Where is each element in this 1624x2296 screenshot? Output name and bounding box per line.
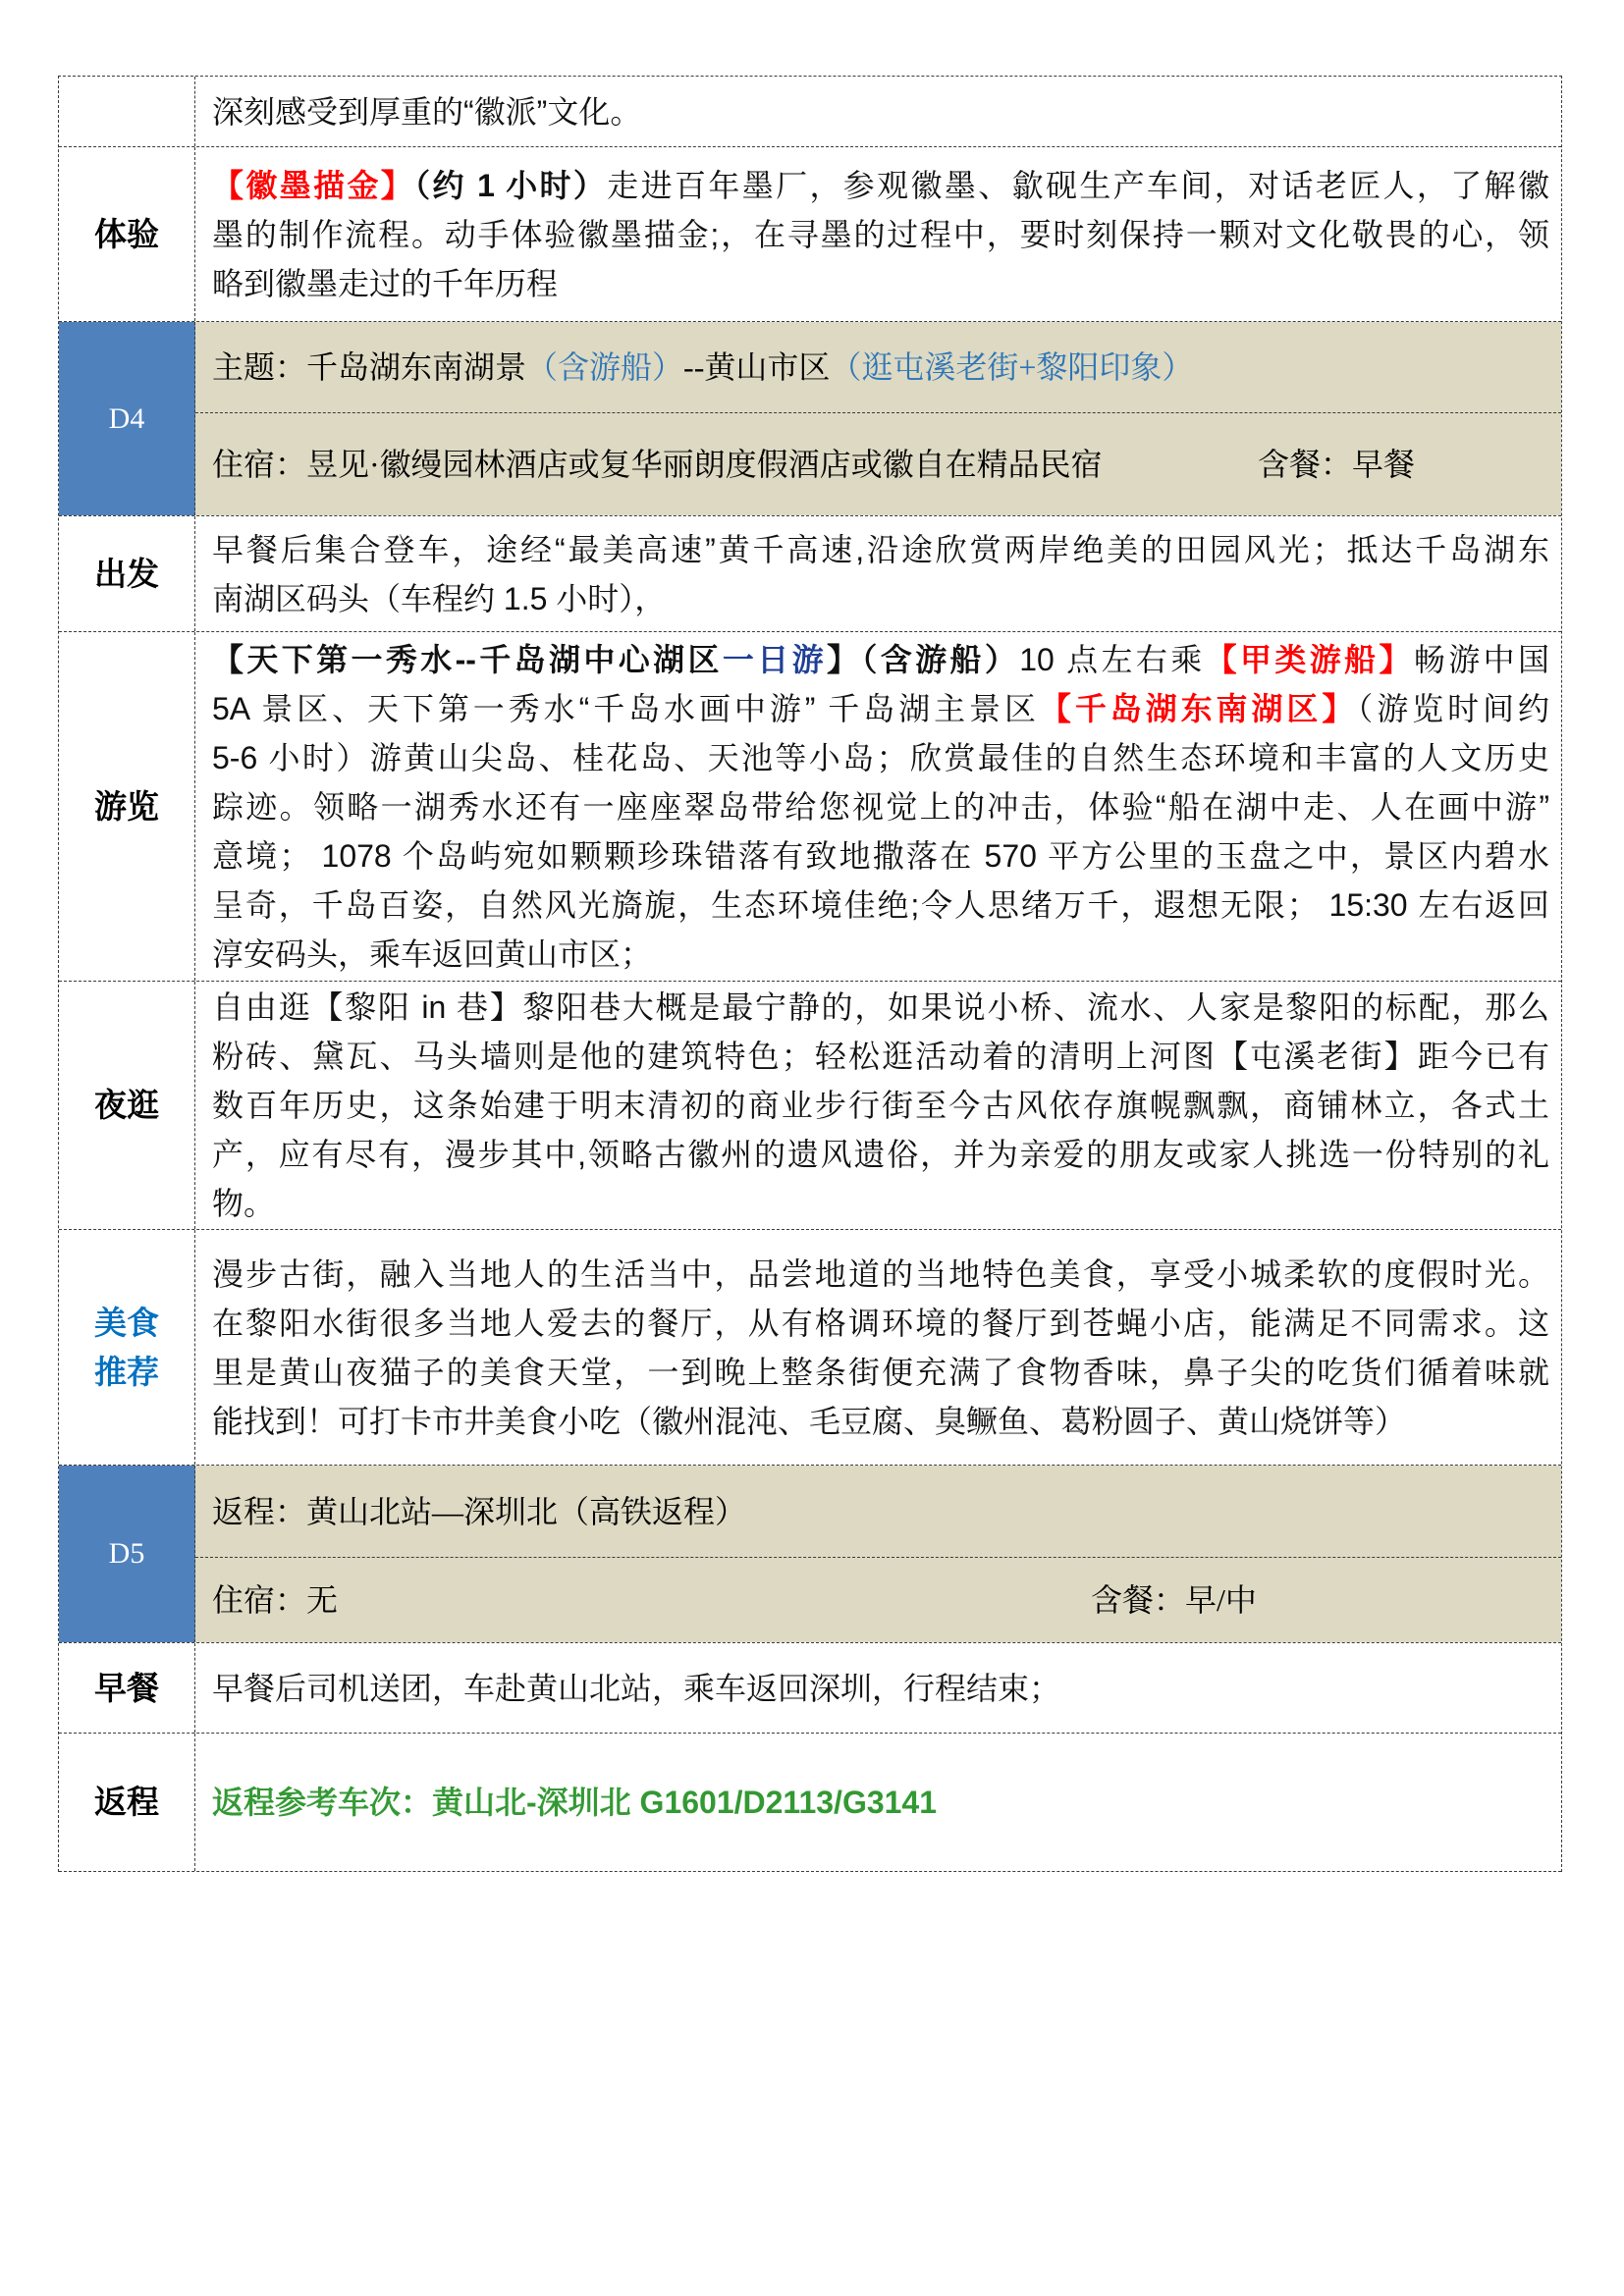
text-line: [212, 1487, 1549, 1536]
text-line: [212, 684, 1549, 733]
table-row-sightseeing: [59, 632, 1561, 982]
text-run: 物。: [212, 1186, 276, 1221]
text-line: [212, 831, 1549, 881]
text-run: 粉砖、黛瓦、马头墙则是他的建筑特色；轻松逛活动着的清明上河图【屯溪老街】距今已有: [212, 1039, 1549, 1074]
emphasized-text: 【徽墨描金】: [212, 167, 415, 203]
emphasized-text: 【甲类游船】: [1205, 641, 1414, 677]
text-line: [212, 1664, 1549, 1713]
table-row-departure: [59, 516, 1561, 632]
row-label-experience: 体验: [94, 215, 159, 252]
text-line: [212, 1130, 1549, 1179]
day-header-rows: [195, 1466, 1561, 1642]
day-lodging-row: [195, 1558, 1561, 1642]
content-cell: [195, 516, 1561, 631]
paragraph: [212, 983, 1549, 1228]
paragraph: [212, 1778, 1549, 1827]
table-row-breakfast: [59, 1643, 1561, 1734]
text-line: [212, 1179, 1549, 1228]
day-header-rows: [195, 322, 1561, 515]
text-run: 早餐后集合登车，途经“最美高速”黄千高速,沿途欣赏两岸绝美的田园风光；抵达千岛湖东: [212, 531, 1549, 567]
content-cell: [195, 982, 1561, 1229]
text-line: [212, 525, 1549, 574]
text-run: 5-6 小时）游黄山尖岛、桂花岛、天池等小岛；欣赏最佳的自然生态环境和丰富的人文历史: [212, 739, 1549, 775]
text-line: [212, 635, 1549, 684]
lodging-text: 住宿：无: [212, 1582, 339, 1618]
text-line: [212, 1397, 1549, 1446]
text-run: 畅游中国: [1413, 641, 1549, 677]
day-theme-row: [195, 1466, 1561, 1558]
day-label: D5: [108, 1537, 145, 1570]
content-cell: [195, 147, 1561, 321]
meals-text: 含餐：早餐: [1258, 447, 1416, 482]
label-cell: [59, 516, 195, 631]
emphasized-text: 返程参考车次：黄山北-深圳北 G1601/D2113/G3141: [212, 1785, 938, 1820]
paragraph: [212, 1664, 1549, 1713]
label-cell: [59, 632, 195, 981]
text-line: [212, 1032, 1549, 1081]
day-label-cell: [59, 1466, 195, 1642]
emphasized-text: 一日游: [722, 641, 828, 677]
text-run: 踪迹。领略一湖秀水还有一座座翠岛带给您视觉上的冲击，体验“船在湖中走、人在画中游”: [212, 788, 1549, 825]
emphasized-text: （逛屯溪老街+黎阳印象）: [830, 349, 1194, 385]
row-label-sightseeing: 游览: [94, 787, 159, 825]
table-row-night-stroll: [59, 982, 1561, 1230]
text-run: 早餐后司机送团，车赴黄山北站，乘车返回深圳，行程结束；: [212, 1670, 1061, 1706]
text-line: [212, 210, 1549, 259]
emphasized-text: （约 1 小时）: [414, 167, 608, 203]
text-run: 南湖区码头（车程约 1.5 小时），: [212, 580, 667, 616]
row-label-departure: 出发: [94, 555, 159, 592]
day-theme: [212, 343, 1549, 392]
text-run: 自由逛【黎阳 in 巷】黎阳巷大概是最宁静的，如果说小桥、流水、人家是黎阳的标配，那么: [212, 989, 1549, 1025]
emphasized-text: 】（含游船）: [827, 641, 1020, 677]
label-cell: [59, 982, 195, 1229]
text-line: [212, 1348, 1549, 1397]
text-line: [212, 881, 1549, 930]
day-header-block-d5: [59, 1466, 1561, 1643]
text-line: [212, 930, 1549, 979]
text-run: 里是黄山夜猫子的美食天堂，一到晚上整条街便充满了食物香味，鼻子尖的吃货们循着味就: [212, 1354, 1549, 1390]
label-cell: [59, 1734, 195, 1871]
day-theme: [212, 1487, 1549, 1536]
text-line: [212, 1299, 1549, 1348]
content-cell: [195, 1230, 1561, 1465]
text-run: 10 点左右乘: [1019, 641, 1206, 677]
day-label-cell: [59, 322, 195, 515]
text-run: 能找到！可打卡市井美食小吃（徽州混沌、毛豆腐、臭鳜鱼、葛粉圆子、黄山烧饼等）: [212, 1403, 1407, 1439]
text-line: [212, 1250, 1549, 1299]
emphasized-text: 【千岛湖东南湖区】: [1039, 690, 1358, 726]
label-cell: [59, 147, 195, 321]
text-line: [212, 161, 1549, 210]
row-label-food: 美食推荐: [94, 1304, 159, 1390]
label-cell-empty: [59, 77, 195, 146]
text-run: 墨的制作流程。动手体验徽墨描金;，在寻墨的过程中，要时刻保持一颗对文化敬畏的心，领: [212, 216, 1549, 252]
text-run: 意境； 1078 个岛屿宛如颗颗珍珠错落有致地撒落在 570 平方公里的玉盘之中，景区内碧水: [212, 837, 1549, 874]
table-row-continued: [59, 77, 1561, 147]
label-cell: [59, 1643, 195, 1733]
paragraph: [212, 635, 1549, 979]
emphasized-text: （含游船）: [526, 349, 684, 385]
text-run: 走进百年墨厂，参观徽墨、歙砚生产车间，对话老匠人，了解徽: [607, 167, 1549, 203]
text-run: 略到徽墨走过的千年历程: [212, 265, 559, 301]
day-lodging-row: [195, 413, 1561, 515]
text-line: [212, 733, 1549, 782]
text-run: 淳安码头，乘车返回黄山市区；: [212, 935, 653, 972]
day-theme-row: [195, 322, 1561, 413]
text-run: 在黎阳水街很多当地人爱去的餐厅，从有格调环境的餐厅到苍蝇小店，能满足不同需求。这: [212, 1305, 1549, 1341]
text-run: 5A 景区、天下第一秀水“千岛水画中游” 千岛湖主景区: [212, 690, 1040, 726]
text-line: [212, 983, 1549, 1032]
content-cell: [195, 77, 1561, 146]
content-cell: [195, 1643, 1561, 1733]
table-row-experience: [59, 147, 1561, 322]
paragraph: [212, 87, 1549, 136]
row-label-return: 返程: [94, 1784, 159, 1820]
paragraph: [212, 161, 1549, 308]
text-line: [212, 574, 1549, 623]
content-cell: [195, 632, 1561, 981]
day-label: D4: [108, 401, 145, 435]
day-header-block-d4: [59, 322, 1561, 516]
label-cell: [59, 1230, 195, 1465]
row-label-night-stroll: 夜逛: [94, 1087, 159, 1123]
content-cell: [195, 1734, 1561, 1871]
row-label-breakfast: 早餐: [94, 1669, 159, 1706]
paragraph: [212, 1250, 1549, 1446]
meals-text: 含餐：早/中: [1091, 1582, 1257, 1618]
itinerary-table: [58, 76, 1562, 1872]
text-line: [212, 1778, 1549, 1827]
table-row-food: [59, 1230, 1561, 1466]
text-run: 主题：千岛湖东南湖景: [212, 349, 527, 385]
lodging-text: 住宿：昱见·徽缦园林酒店或复华丽朗度假酒店或徽自在精品民宿: [212, 447, 1103, 482]
table-row-return: [59, 1734, 1561, 1872]
text-line: [212, 343, 1549, 392]
emphasized-text: 【天下第一秀水--千岛湖中心湖区: [212, 641, 723, 677]
text-line: [212, 259, 1549, 308]
text-run: --黄山市区: [683, 349, 831, 385]
text-line: [212, 87, 1549, 136]
text-run: 深刻感受到厚重的“徽派”文化。: [212, 93, 642, 130]
text-run: （游览时间约: [1357, 690, 1549, 726]
paragraph: [212, 525, 1549, 623]
text-run: 漫步古街，融入当地人的生活当中，品尝地道的当地特色美食，享受小城柔软的度假时光。: [212, 1255, 1549, 1292]
text-run: 数百年历史，这条始建于明末清初的商业步行街至今古风依存旗幌飘飘，商铺林立，各式土: [212, 1088, 1549, 1123]
text-line: [212, 1081, 1549, 1130]
text-run: 呈奇，千岛百姿，自然风光旖旎，生态环境佳绝;令人思绪万千，遐想无限； 15:30 左右返回: [212, 886, 1549, 923]
text-run: 返程：黄山北站—深圳北（高铁返程）: [212, 1493, 747, 1529]
text-line: [212, 782, 1549, 831]
text-run: 产，应有尽有，漫步其中,领略古徽州的遗风遗俗，并为亲爱的朋友或家人挑选一份特别的礼: [212, 1137, 1549, 1172]
